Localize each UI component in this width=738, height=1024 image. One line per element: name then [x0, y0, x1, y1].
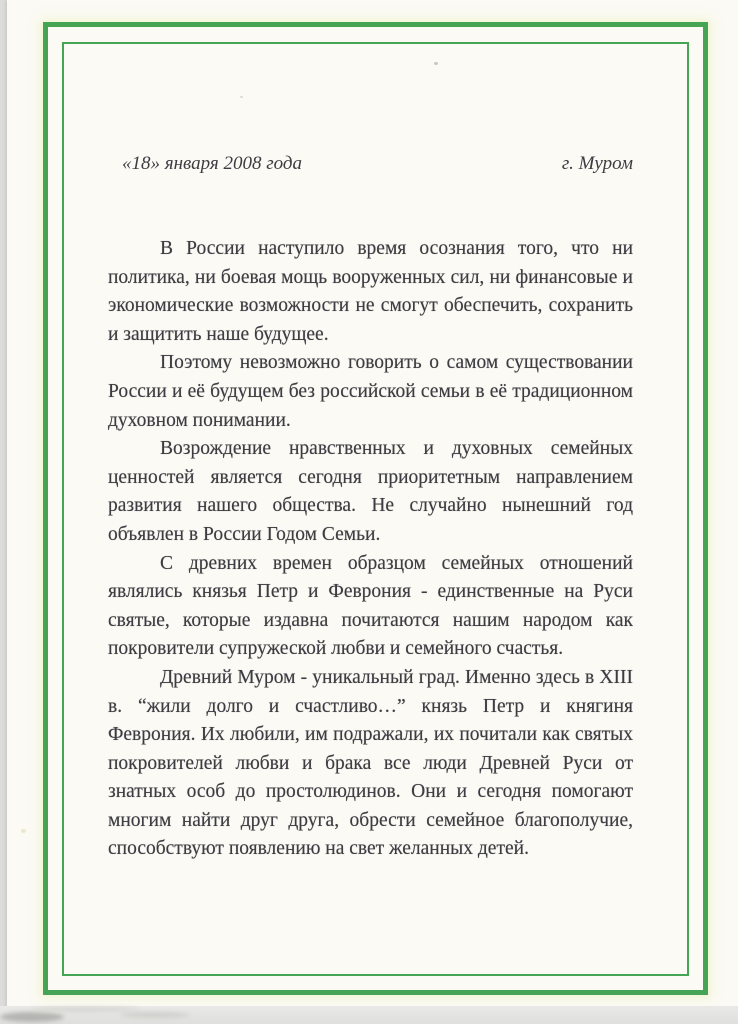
paragraph: Поэтому невозможно говорить о самом существовании России и её будущем без российской семьи в её традиционном духовном понимании. — [108, 352, 633, 431]
date-text: «18» января 2008 года — [122, 153, 302, 174]
letter-content — [108, 150, 633, 864]
letter-body — [108, 235, 633, 864]
scanner-edge-bottom — [0, 1006, 738, 1024]
scan-smudge — [0, 1012, 64, 1022]
scan-smudge — [30, 1007, 140, 1012]
paragraph: Возрождение нравственных и духовных семейных ценностей является сегодня приоритетным направлением развития нашего общества. Не случайно нынешний год объявлен в России Годом Семьи. — [108, 438, 633, 545]
paragraph: С древних времен образцом семейных отношений являлись князья Петр и Феврония - единственные на Руси святые, которые издавна почитаются нашим народом как покровители супружеской любви и семейного счастья. — [108, 552, 633, 660]
place-text: г. Муром — [561, 153, 633, 174]
date-place-row — [108, 150, 633, 178]
scan-smudge — [120, 1012, 190, 1018]
paragraph: Древний Муром - уникальный град. Именно здесь в XIII в. “жили долго и счастливо…” князь Петр и княгиня Феврония. Их любили, им подражали, их почитали как святых покровителей любви и брака все люди Древней Руси от знатных особ до простолюдинов. Они и сегодня помогают многим найти друг друга, обрести семейное благополучие, способствуют появлению на свет желанных детей. — [108, 666, 633, 860]
paragraph: В России наступило время осознания того, что ни политика, ни боевая мощь вооруженных сил, ни финансовые и экономические возможности не смогут обеспечить, сохранить и защитить наше будущее. — [108, 238, 633, 345]
